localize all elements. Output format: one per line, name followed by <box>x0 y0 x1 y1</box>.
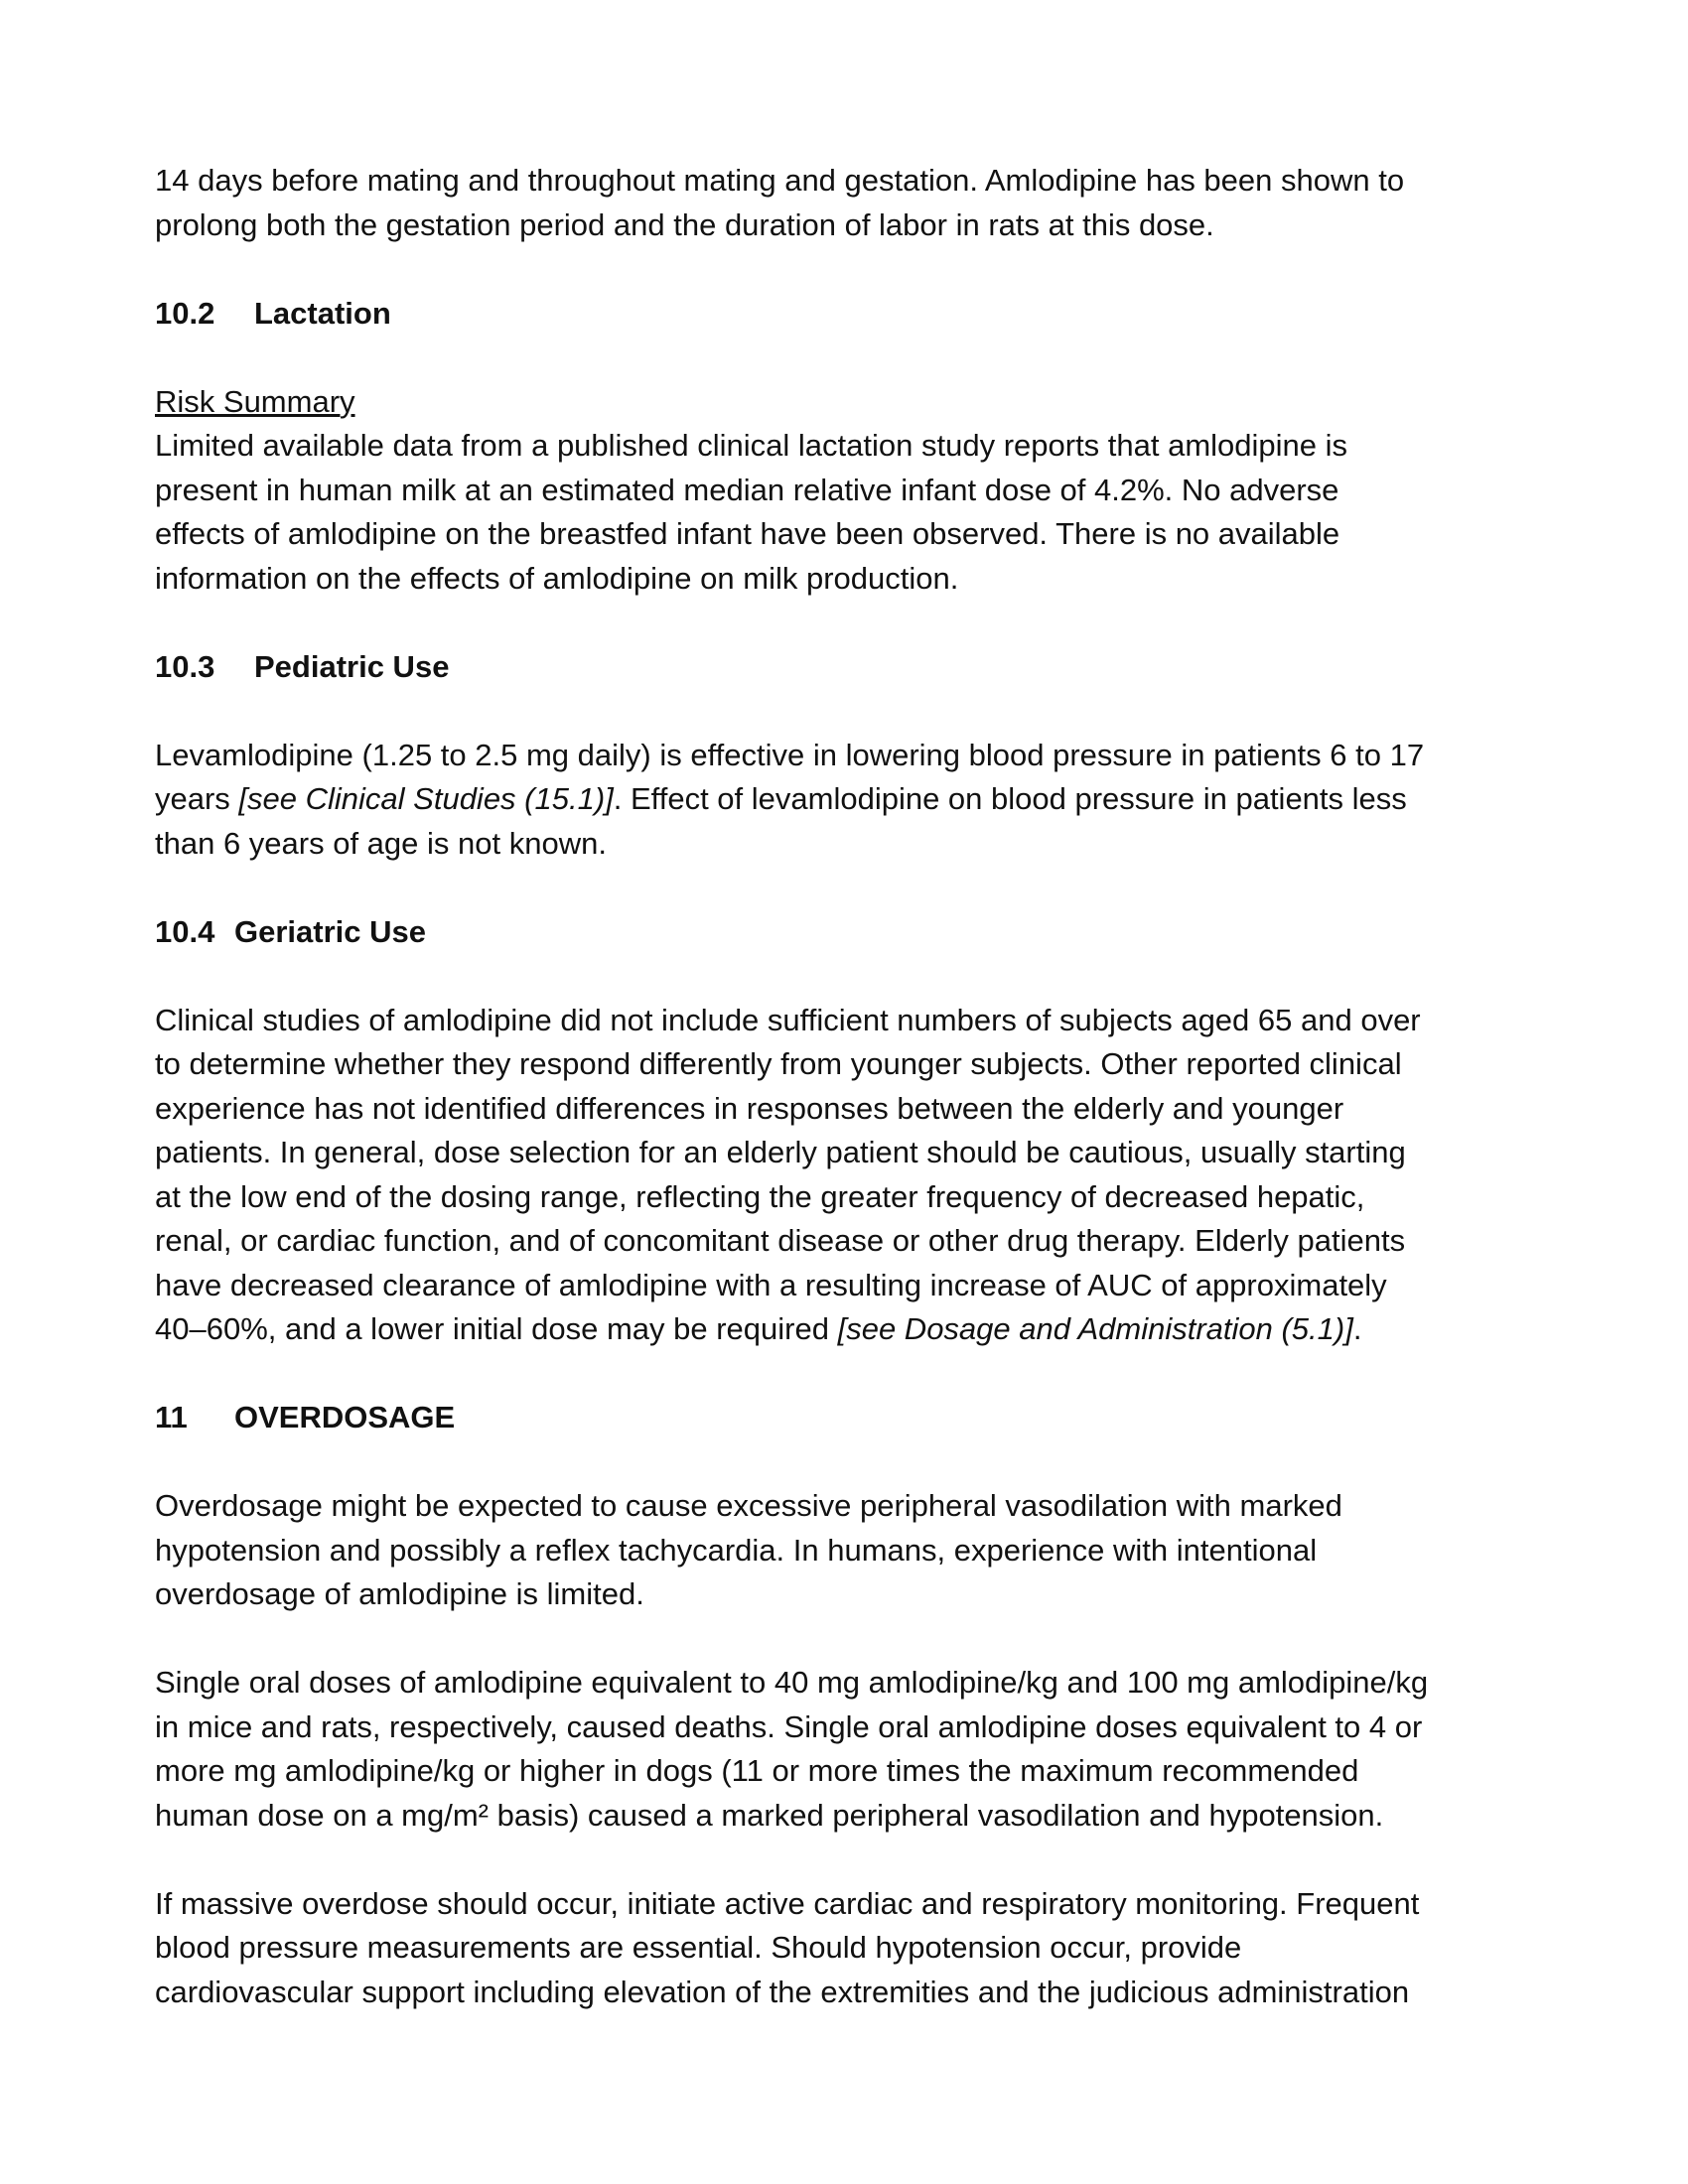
text-line: Levamlodipine (1.25 to 2.5 mg daily) is effective in lowering blood pressure in patients 6 to 17 <box>155 737 1425 772</box>
section-title: Lactation <box>254 295 391 331</box>
section-heading-pediatric <box>155 645 1545 690</box>
section-number: 11 <box>155 1400 188 1434</box>
text-line: in mice and rats, respectively, caused deaths. Single oral amlodipine doses equivalent to 4 or <box>155 1708 1423 1744</box>
section-heading-overdosage <box>155 1396 1545 1440</box>
text-line: human dose on a mg/m² basis) caused a marked peripheral vasodilation and hypotension. <box>155 1797 1384 1833</box>
text-line: Overdosage might be expected to cause excessive peripheral vasodilation with marked <box>155 1488 1342 1523</box>
text-segment: . Effect of levamlodipine on blood pressure in patients less <box>613 781 1407 816</box>
text-line: than 6 years of age is not known. <box>155 825 607 861</box>
continuation-paragraph <box>155 159 1545 247</box>
section-title: Pediatric Use <box>254 648 450 684</box>
text-line: If massive overdose should occur, initiate active cardiac and respiratory monitoring. Frequent <box>155 1885 1420 1921</box>
text-segment: . <box>1352 1311 1362 1346</box>
text-line: experience has not identified differences in responses between the elderly and younger <box>155 1090 1344 1126</box>
text-line <box>155 1307 1545 1352</box>
cross-reference: [see Dosage and Administration (5.1)] <box>837 1311 1353 1346</box>
text-line: patients. In general, dose selection for an elderly patient should be cautious, usually starting <box>155 1135 1406 1169</box>
text-line: Single oral doses of amlodipine equivalent to 40 mg amlodipine/kg and 100 mg amlodipine/kg <box>155 1665 1429 1700</box>
overdosage-paragraph-3 <box>155 1882 1545 2015</box>
document-page <box>155 159 1545 2059</box>
text-line: information on the effects of amlodipine on milk production. <box>155 560 959 596</box>
section-heading-lactation <box>155 292 1545 337</box>
text-line: overdosage of amlodipine is limited. <box>155 1576 644 1611</box>
text-line: at the low end of the dosing range, reflecting the greater frequency of decreased hepatic, <box>155 1178 1365 1214</box>
text-line: blood pressure measurements are essential. Should hypotension occur, provide <box>155 1930 1242 1965</box>
text-line: cardiovascular support including elevation of the extremities and the judicious administration <box>155 1974 1410 2009</box>
section-heading-geriatric <box>155 910 1545 955</box>
lactation-paragraph <box>155 380 1545 602</box>
text-segment: years <box>155 781 239 816</box>
text-segment: 40–60%, and a lower initial dose may be required <box>155 1311 838 1346</box>
text-line: prolong both the gestation period and the duration of labor in rats at this dose. <box>155 206 1214 242</box>
pediatric-paragraph <box>155 734 1545 867</box>
section-number: 10.3 <box>155 648 215 684</box>
risk-summary-subheading: Risk Summary <box>155 383 355 419</box>
geriatric-paragraph <box>155 999 1545 1352</box>
text-line: more mg amlodipine/kg or higher in dogs (11 or more times the maximum recommended <box>155 1753 1359 1788</box>
overdosage-paragraph-1 <box>155 1484 1545 1617</box>
text-line: renal, or cardiac function, and of concomitant disease or other drug therapy. Elderly patients <box>155 1223 1406 1258</box>
text-line: 14 days before mating and throughout mating and gestation. Amlodipine has been shown to <box>155 163 1405 198</box>
section-number: 10.2 <box>155 295 215 331</box>
text-line: have decreased clearance of amlodipine with a resulting increase of AUC of approximately <box>155 1267 1387 1302</box>
section-title: OVERDOSAGE <box>234 1400 456 1434</box>
text-line <box>155 777 1545 822</box>
text-line: Limited available data from a published clinical lactation study reports that amlodipine is <box>155 428 1348 463</box>
text-line: effects of amlodipine on the breastfed infant have been observed. There is no available <box>155 516 1340 551</box>
cross-reference: [see Clinical Studies (15.1)] <box>238 781 614 816</box>
overdosage-paragraph-2 <box>155 1661 1545 1838</box>
text-line: present in human milk at an estimated median relative infant dose of 4.2%. No adverse <box>155 472 1339 507</box>
section-number: 10.4 <box>155 913 215 949</box>
section-title: Geriatric Use <box>234 913 426 949</box>
text-line: Clinical studies of amlodipine did not include sufficient numbers of subjects aged 65 and over <box>155 1002 1421 1037</box>
text-line: hypotension and possibly a reflex tachycardia. In humans, experience with intentional <box>155 1532 1318 1568</box>
text-line: to determine whether they respond differently from younger subjects. Other reported clinical <box>155 1046 1402 1081</box>
